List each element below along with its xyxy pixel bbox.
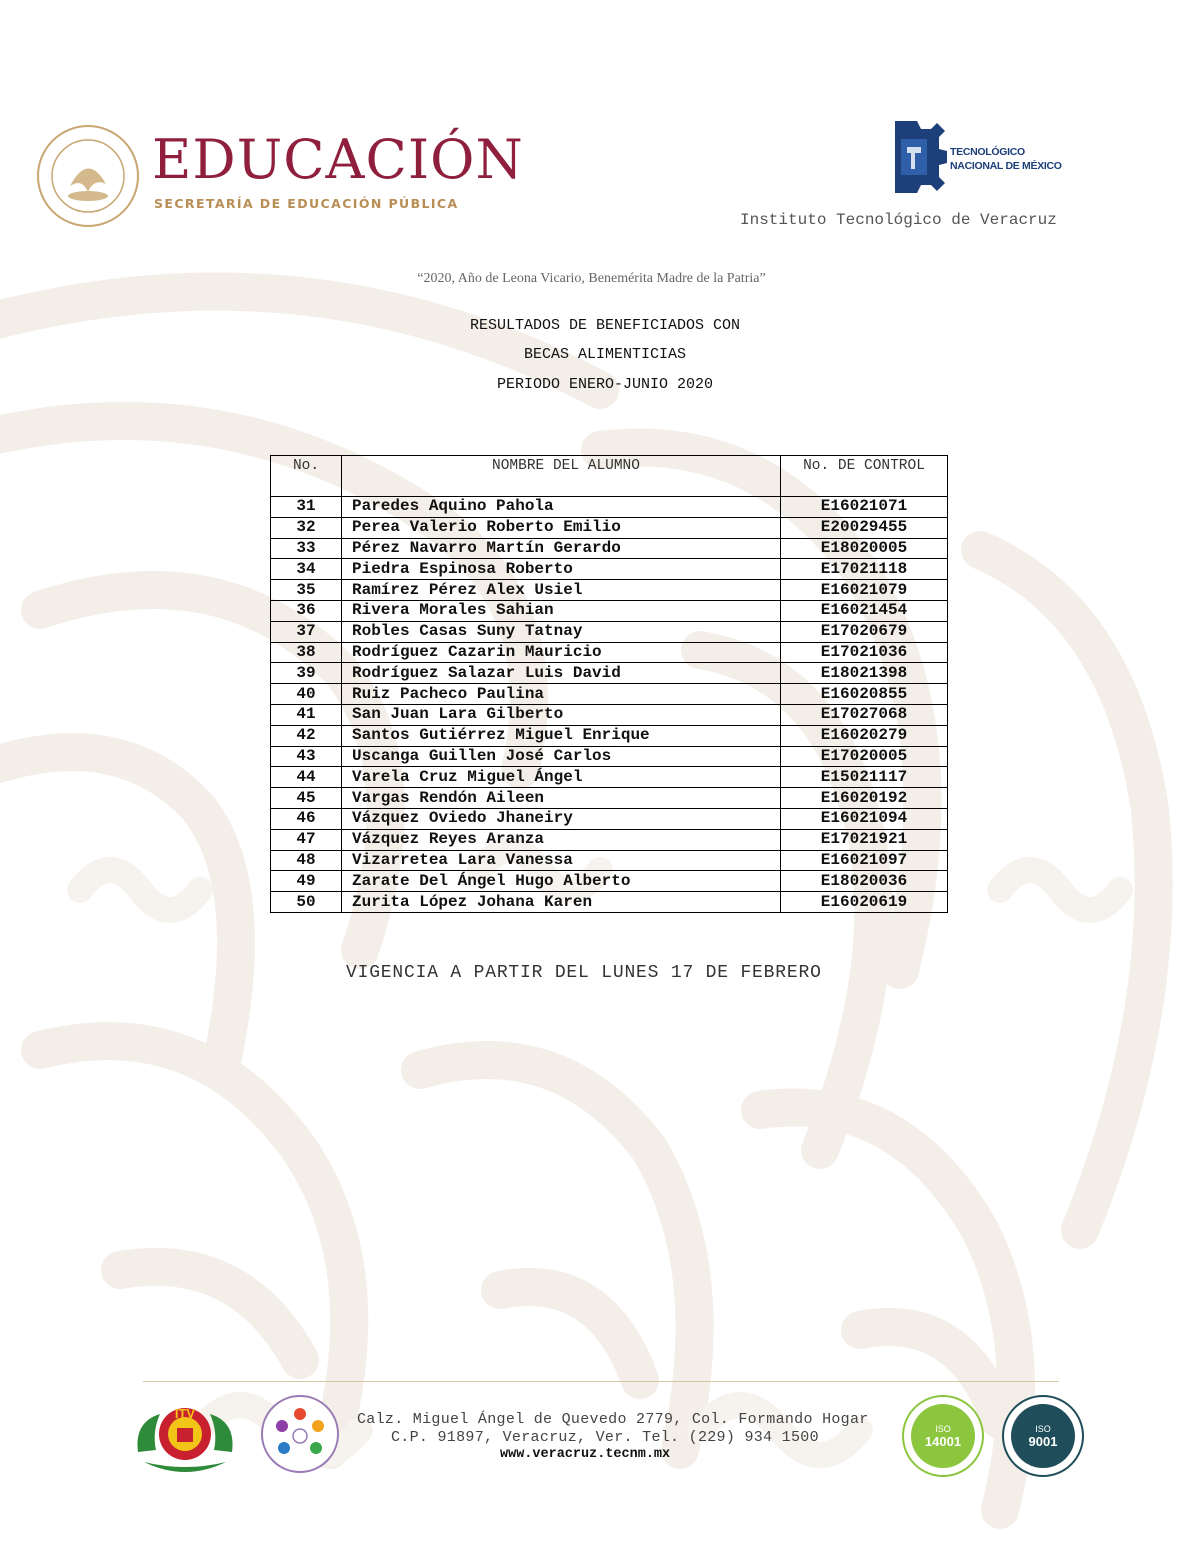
row-name: Ramírez Pérez Alex Usiel xyxy=(342,580,781,601)
footer-divider xyxy=(143,1381,1059,1382)
row-no: 33 xyxy=(271,538,342,559)
title-line-3: PERIODO ENERO-JUNIO 2020 xyxy=(496,376,714,393)
motto-text: “2020, Año de Leona Vicario, Benemérita Madre de la Patria” xyxy=(417,271,766,286)
motto xyxy=(0,271,1191,287)
table-row xyxy=(271,871,948,892)
row-no: 32 xyxy=(271,517,342,538)
row-name: Zarate Del Ángel Hugo Alberto xyxy=(342,871,781,892)
svg-text:ISO: ISO xyxy=(935,1424,951,1434)
row-no: 49 xyxy=(271,871,342,892)
table-row xyxy=(271,684,948,705)
table-row xyxy=(271,497,948,518)
row-name: Vargas Rendón Aileen xyxy=(342,788,781,809)
row-control: E16021454 xyxy=(781,600,948,621)
iso-9001-badge xyxy=(998,1394,1088,1478)
table-row xyxy=(271,850,948,871)
row-no: 45 xyxy=(271,788,342,809)
row-control: E16021094 xyxy=(781,808,948,829)
table-row xyxy=(271,892,948,913)
mexico-seal-logo xyxy=(34,122,142,230)
table-row xyxy=(271,829,948,850)
row-name: San Juan Lara Gilberto xyxy=(342,704,781,725)
row-control: E17027068 xyxy=(781,704,948,725)
row-no: 41 xyxy=(271,704,342,725)
beneficiaries-table xyxy=(270,455,948,913)
table-row xyxy=(271,746,948,767)
row-control: E16021079 xyxy=(781,580,948,601)
norma-igualdad-logo xyxy=(260,1392,340,1476)
itv-logo-text: ITV xyxy=(174,1406,196,1421)
table-row xyxy=(271,559,948,580)
table-row xyxy=(271,600,948,621)
itv-logo xyxy=(130,1392,240,1480)
row-control: E16020619 xyxy=(781,892,948,913)
svg-text:ISO: ISO xyxy=(1035,1424,1051,1434)
table-row xyxy=(271,517,948,538)
row-no: 43 xyxy=(271,746,342,767)
row-control: E17021921 xyxy=(781,829,948,850)
svg-text:14001: 14001 xyxy=(924,1434,962,1449)
tecnm-name xyxy=(950,145,1062,173)
footer-address-line1: Calz. Miguel Ángel de Quevedo 2779, Col. Formando Hogar xyxy=(357,1411,869,1428)
row-no: 46 xyxy=(271,808,342,829)
table-row xyxy=(271,621,948,642)
sep-title: EDUCACIÓN xyxy=(152,128,524,191)
header-control: No. DE CONTROL xyxy=(781,456,948,497)
table-row xyxy=(271,808,948,829)
header-name: NOMBRE DEL ALUMNO xyxy=(342,456,781,497)
table-row xyxy=(271,580,948,601)
tecnm-line2: NACIONAL DE MÉXICO xyxy=(950,160,1062,172)
row-control: E17020005 xyxy=(781,746,948,767)
row-no: 42 xyxy=(271,725,342,746)
header-no: No. xyxy=(271,456,342,497)
row-name: Perea Valerio Roberto Emilio xyxy=(342,517,781,538)
row-control: E17021118 xyxy=(781,559,948,580)
row-control: E16021097 xyxy=(781,850,948,871)
title-line-2: BECAS ALIMENTICIAS xyxy=(523,346,687,363)
row-no: 47 xyxy=(271,829,342,850)
iso-14001-badge xyxy=(898,1394,988,1478)
row-name: Uscanga Guillen José Carlos xyxy=(342,746,781,767)
row-name: Vizarretea Lara Vanessa xyxy=(342,850,781,871)
row-control: E18020005 xyxy=(781,538,948,559)
footer-website-link[interactable]: www.veracruz.tecnm.mx xyxy=(500,1447,671,1462)
row-no: 48 xyxy=(271,850,342,871)
row-no: 31 xyxy=(271,497,342,518)
row-no: 36 xyxy=(271,600,342,621)
table-header-row xyxy=(271,456,948,497)
footer-address-line2: C.P. 91897, Veracruz, Ver. Tel. (229) 934 1500 xyxy=(391,1429,819,1446)
row-name: Santos Gutiérrez Miguel Enrique xyxy=(342,725,781,746)
table-row xyxy=(271,767,948,788)
tecnm-line1: TECNOLÓGICO xyxy=(950,146,1025,158)
row-name: Vázquez Reyes Aranza xyxy=(342,829,781,850)
row-name: Pérez Navarro Martín Gerardo xyxy=(342,538,781,559)
row-control: E17020679 xyxy=(781,621,948,642)
table-row xyxy=(271,725,948,746)
row-no: 50 xyxy=(271,892,342,913)
title-line-1: RESULTADOS DE BENEFICIADOS CON xyxy=(469,317,741,334)
tecnm-gear-logo xyxy=(887,117,947,197)
row-control: E17021036 xyxy=(781,642,948,663)
table-row xyxy=(271,788,948,809)
row-control: E15021117 xyxy=(781,767,948,788)
row-name: Ruiz Pacheco Paulina xyxy=(342,684,781,705)
table-row xyxy=(271,642,948,663)
row-no: 44 xyxy=(271,767,342,788)
row-control: E18020036 xyxy=(781,871,948,892)
row-control: E16020855 xyxy=(781,684,948,705)
row-no: 39 xyxy=(271,663,342,684)
row-name: Piedra Espinosa Roberto xyxy=(342,559,781,580)
row-name: Rodríguez Cazarin Mauricio xyxy=(342,642,781,663)
row-no: 34 xyxy=(271,559,342,580)
row-no: 40 xyxy=(271,684,342,705)
sep-subtitle: SECRETARÍA DE EDUCACIÓN PÚBLICA xyxy=(154,196,459,211)
validity-notice: VIGENCIA A PARTIR DEL LUNES 17 DE FEBRERO xyxy=(346,963,822,983)
table-row xyxy=(271,538,948,559)
row-control: E18021398 xyxy=(781,663,948,684)
table-row xyxy=(271,663,948,684)
row-no: 38 xyxy=(271,642,342,663)
institute-name: Instituto Tecnológico de Veracruz xyxy=(740,211,1057,229)
row-name: Rivera Morales Sahian xyxy=(342,600,781,621)
row-control: E20029455 xyxy=(781,517,948,538)
svg-text:9001: 9001 xyxy=(1028,1434,1058,1449)
table-row xyxy=(271,704,948,725)
row-name: Vázquez Oviedo Jhaneiry xyxy=(342,808,781,829)
row-name: Paredes Aquino Pahola xyxy=(342,497,781,518)
row-name: Varela Cruz Miguel Ángel xyxy=(342,767,781,788)
row-name: Rodríguez Salazar Luis David xyxy=(342,663,781,684)
row-name: Zurita López Johana Karen xyxy=(342,892,781,913)
row-control: E16020192 xyxy=(781,788,948,809)
row-no: 37 xyxy=(271,621,342,642)
row-control: E16020279 xyxy=(781,725,948,746)
row-name: Robles Casas Suny Tatnay xyxy=(342,621,781,642)
row-no: 35 xyxy=(271,580,342,601)
row-control: E16021071 xyxy=(781,497,948,518)
